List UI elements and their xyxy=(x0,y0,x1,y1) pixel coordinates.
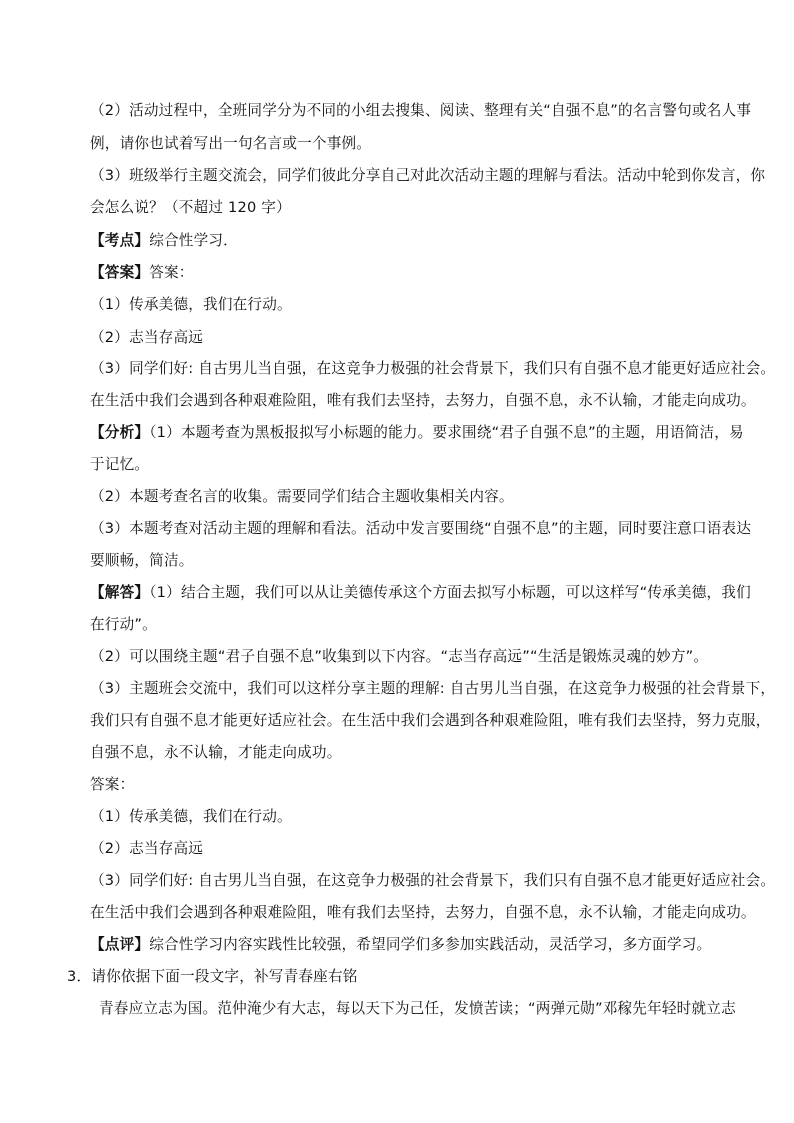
daan-text: 答案： xyxy=(149,264,194,281)
text-line: 在生活中我们会遇到各种艰难险阻，唯有我们去坚持，去努力，自强不息，永不认输，才能走向成功。 xyxy=(90,392,756,409)
text-line: （2）可以围绕主题“君子自强不息”收集到以下内容。“志当存高远”“生活是锻炼灵魂的妙方”。 xyxy=(90,648,709,665)
dianping-tag: 【点评】 xyxy=(90,936,150,953)
fenxi-line xyxy=(0,423,794,443)
text-line: （3）同学们好: 自古男儿当自强，在这竞争力极强的社会背景下，我们只有自强不息才能更好适应社会。 xyxy=(90,360,776,377)
question-3-title: 3．请你依据下面一段文字，补写青春座右铭 xyxy=(67,968,358,985)
text-line: （3）同学们好: 自古男儿当自强，在这竞争力极强的社会背景下，我们只有自强不息才能更好适应社会。 xyxy=(90,872,776,889)
text-line: 要顺畅，简洁。 xyxy=(90,552,194,569)
kaodian-tag: 【考点】 xyxy=(90,232,150,249)
text-line: （2）志当存高远 xyxy=(90,329,204,346)
fenxi-text: （1）本题考查为黑板报拟写小标题的能力。要求围绕“君子自强不息”的主题，用语简洁，易 xyxy=(149,424,744,441)
dianping-line xyxy=(0,935,794,955)
text-line: 答案： xyxy=(90,776,135,793)
text-line: 会怎么说？（不超过 120 字） xyxy=(90,199,291,216)
kaodian-line xyxy=(0,231,794,251)
jieda-text: （1）结合主题，我们可以从让美德传承这个方面去拟写小标题，可以这样写“传承美德，我们 xyxy=(149,584,751,601)
question-3-paragraph: 青春应立志为国。范仲淹少有大志，每以天下为己任，发愤苦读；“两弹元勋”邓稼先年轻时就立志 xyxy=(99,1000,736,1017)
text-line: （2）本题考查名言的收集。需要同学们结合主题收集相关内容。 xyxy=(90,488,514,505)
jieda-tag: 【解答】 xyxy=(90,584,150,601)
daan-tag: 【答案】 xyxy=(90,264,150,281)
text-line: 在行动”。 xyxy=(90,616,157,633)
text-line: （3）班级举行主题交流会，同学们彼此分享自己对此次活动主题的理解与看法。活动中轮到你发言，你 xyxy=(90,167,766,184)
text-line: 自强不息，永不认输，才能走向成功。 xyxy=(90,744,342,761)
jieda-line xyxy=(0,583,794,603)
kaodian-text: 综合性学习． xyxy=(149,232,238,249)
text-line: 于记忆。 xyxy=(90,456,150,473)
dianping-text: 综合性学习内容实践性比较强，希望同学们多参加实践活动，灵活学习，多方面学习。 xyxy=(149,936,712,953)
text-line: （1）传承美德，我们在行动。 xyxy=(90,808,292,825)
text-line: 在生活中我们会遇到各种艰难险阻，唯有我们去坚持，去努力，自强不息，永不认输，才能走向成功。 xyxy=(90,904,756,921)
daan-line xyxy=(0,263,794,283)
text-line: （2）志当存高远 xyxy=(90,840,204,857)
text-line: 我们只有自强不息才能更好适应社会。在生活中我们会遇到各种艰难险阻，唯有我们去坚持，努力克服， xyxy=(90,712,771,729)
text-line: （3）本题考查对活动主题的理解和看法。活动中发言要围绕“自强不息”的主题，同时要注意口语表达 xyxy=(90,520,752,537)
text-line: 例，请你也试着写出一句名言或一个事例。 xyxy=(90,135,372,152)
text-line: （2）活动过程中，全班同学分为不同的小组去搜集、阅读、整理有关“自强不息”的名言警句或名人事 xyxy=(90,102,752,119)
text-line: （3）主题班会交流中，我们可以这样分享主题的理解: 自古男儿当自强，在这竞争力极强的社会背景下， xyxy=(90,680,776,697)
fenxi-tag: 【分析】 xyxy=(90,424,150,441)
text-line: （1）传承美德，我们在行动。 xyxy=(90,296,292,313)
